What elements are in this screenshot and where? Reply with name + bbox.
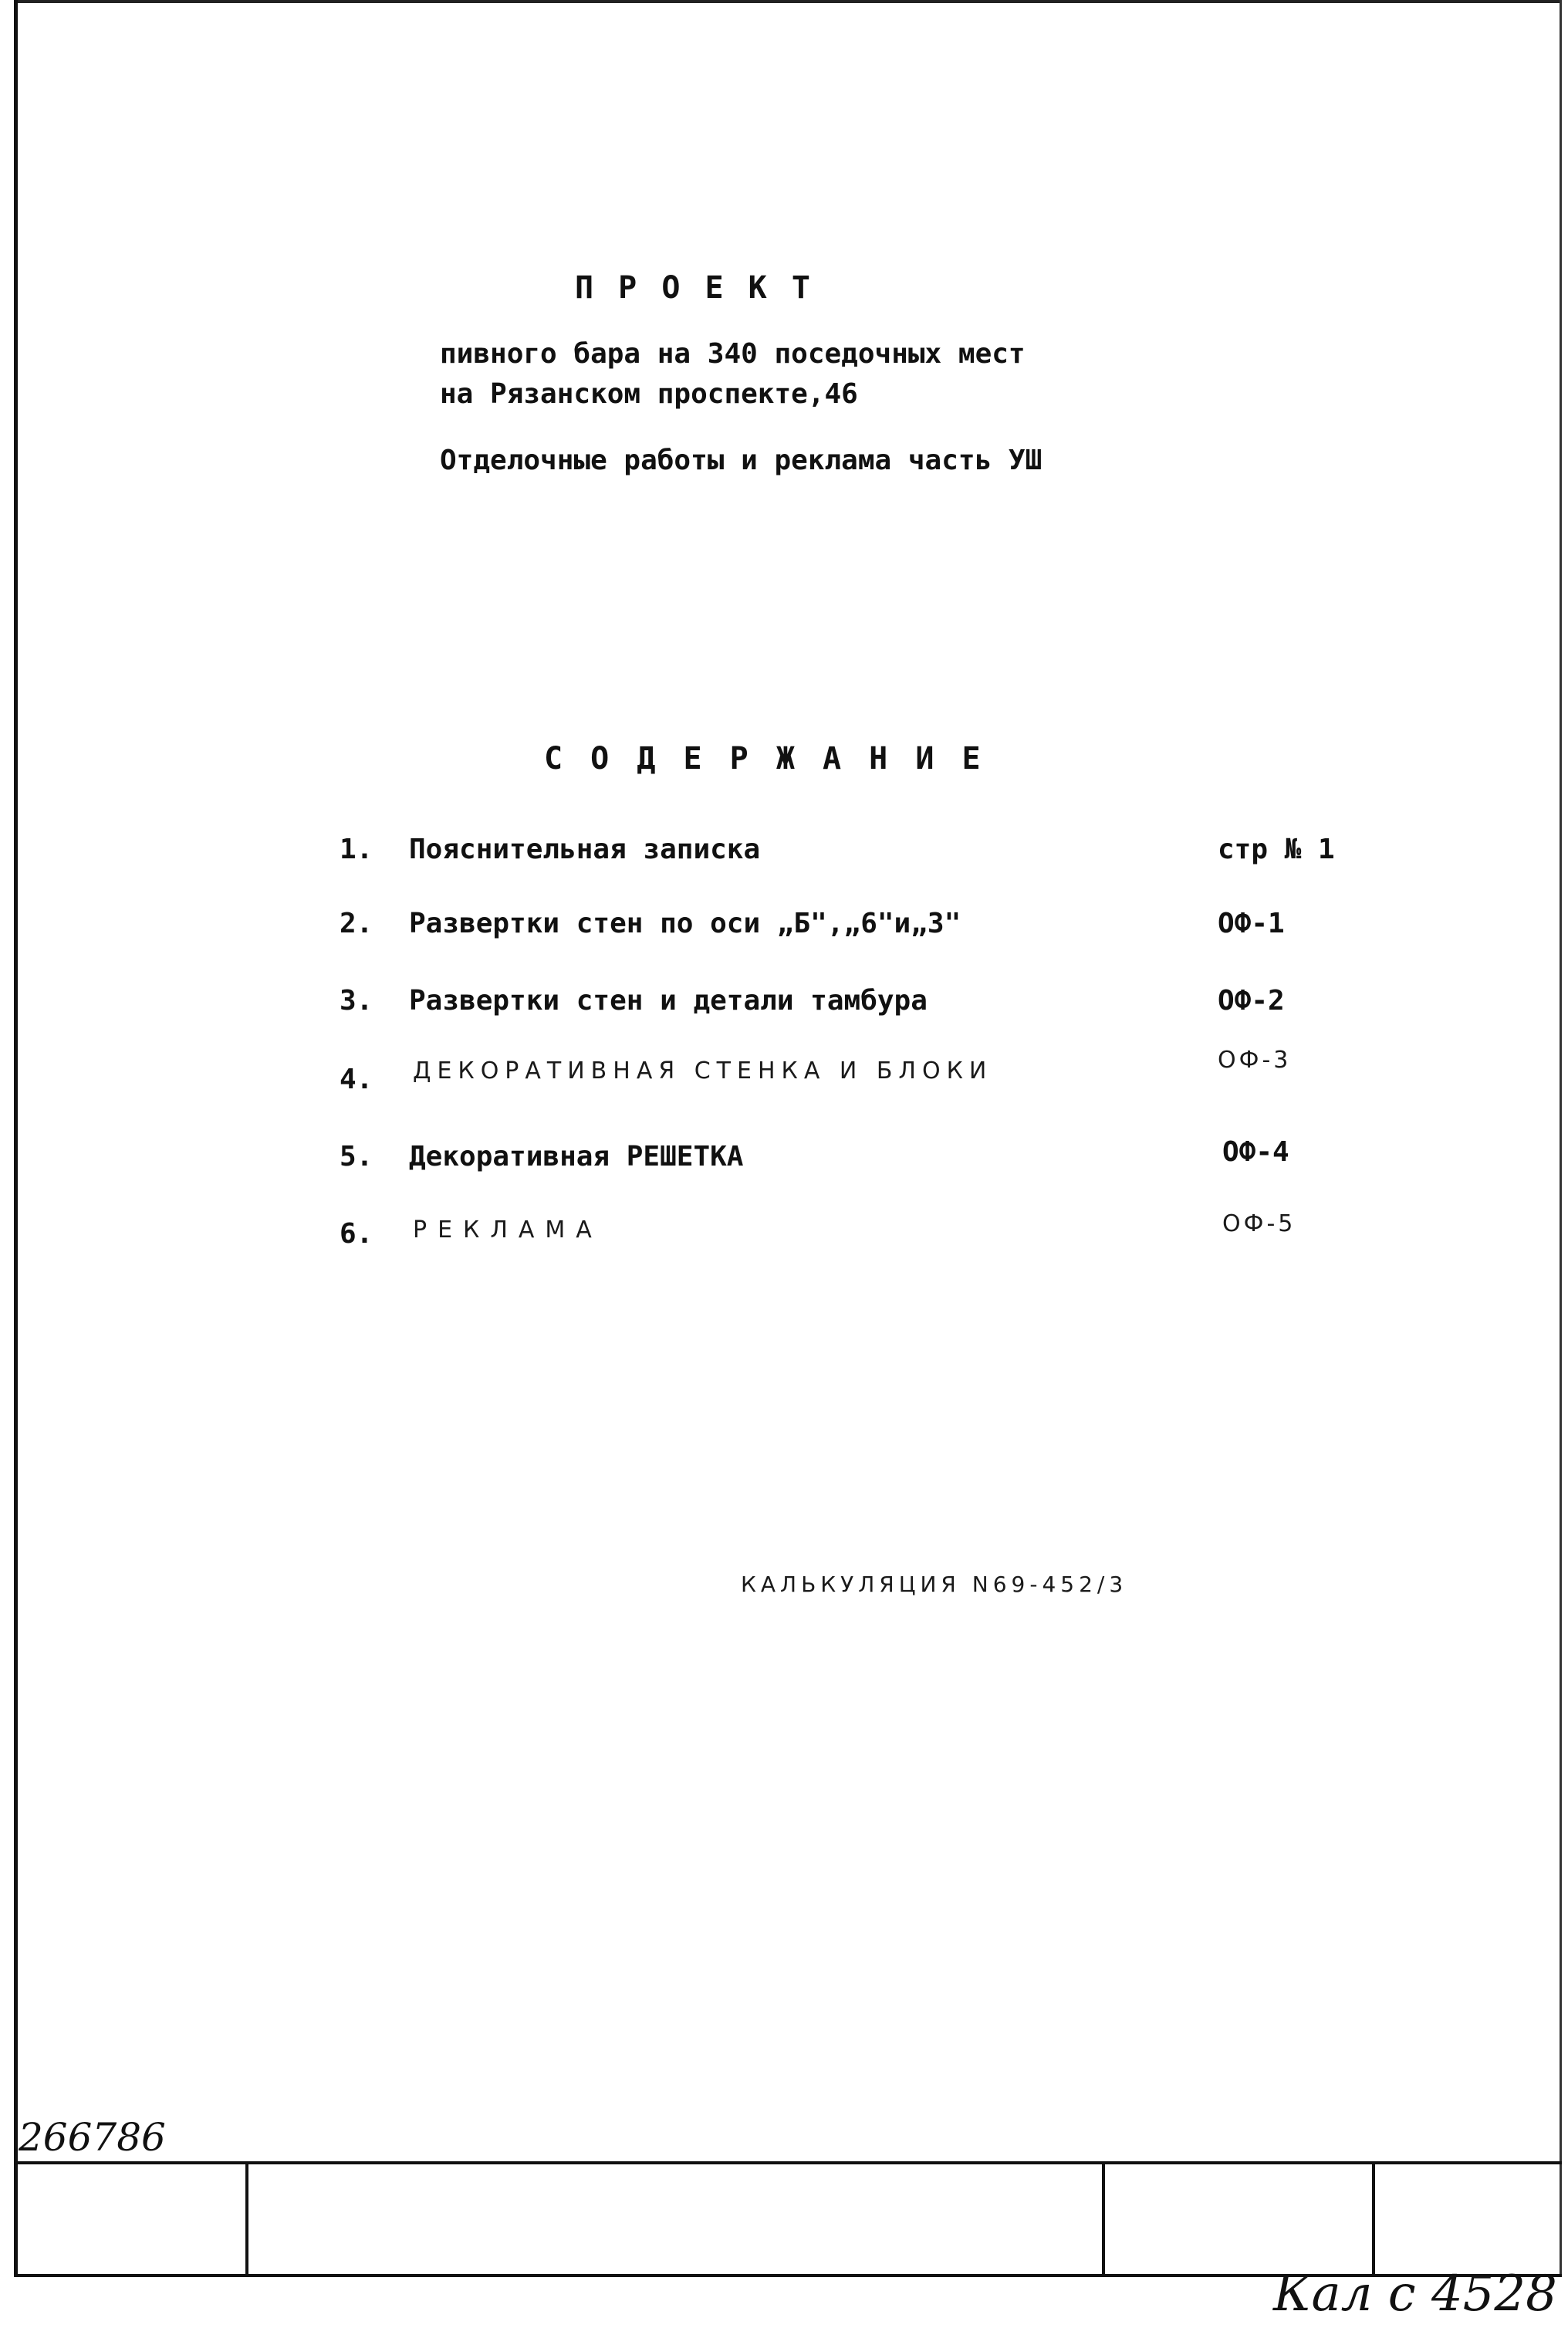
item-page-ref: стр № 1: [1218, 834, 1335, 865]
item-title: ДЕКОРАТИВНАЯ СТЕНКА И БЛОКИ: [413, 1057, 993, 1084]
project-line-3: Отделочные работы и реклама часть УШ: [440, 445, 1043, 476]
item-number: 1.: [340, 834, 373, 865]
item-title: Развертки стен по оси „Б",„6"и„3": [409, 908, 961, 939]
calculation-note: КАЛЬКУЛЯЦИЯ N69-452/3: [741, 1572, 1128, 1597]
contents-heading: С О Д Е Р Ж А Н И Е: [544, 741, 985, 777]
item-page-ref: ОФ-4: [1222, 1136, 1289, 1168]
item-page-ref: ОФ-3: [1218, 1047, 1292, 1074]
project-line-1: пивного бара на 340 поседочных мест: [440, 338, 1026, 370]
item-number: 5.: [340, 1141, 373, 1172]
item-title: Развертки стен и детали тамбура: [409, 985, 928, 1017]
archive-note: Кал с 4528: [1273, 2265, 1557, 2323]
item-page-ref: ОФ-5: [1222, 1210, 1296, 1237]
item-number: 3.: [340, 985, 373, 1017]
title-block-divider: [1372, 2164, 1375, 2274]
title-block-divider: [1102, 2164, 1105, 2274]
inventory-number: 266786: [19, 2115, 166, 2160]
item-page-ref: ОФ-2: [1218, 985, 1285, 1017]
item-number: 6.: [340, 1218, 373, 1250]
item-title: Пояснительная записка: [409, 834, 761, 865]
item-title: РЕКЛАМА: [413, 1216, 603, 1244]
item-number: 4.: [340, 1064, 373, 1095]
project-line-2: на Рязанском проспекте,46: [440, 378, 858, 410]
item-title: Декоративная РЕШЕТКА: [409, 1141, 744, 1172]
title-block-divider: [245, 2164, 248, 2274]
title-block: [14, 2161, 1562, 2277]
item-page-ref: ОФ-1: [1218, 908, 1285, 939]
project-title: П Р О Е К Т: [575, 270, 813, 306]
item-number: 2.: [340, 908, 373, 939]
